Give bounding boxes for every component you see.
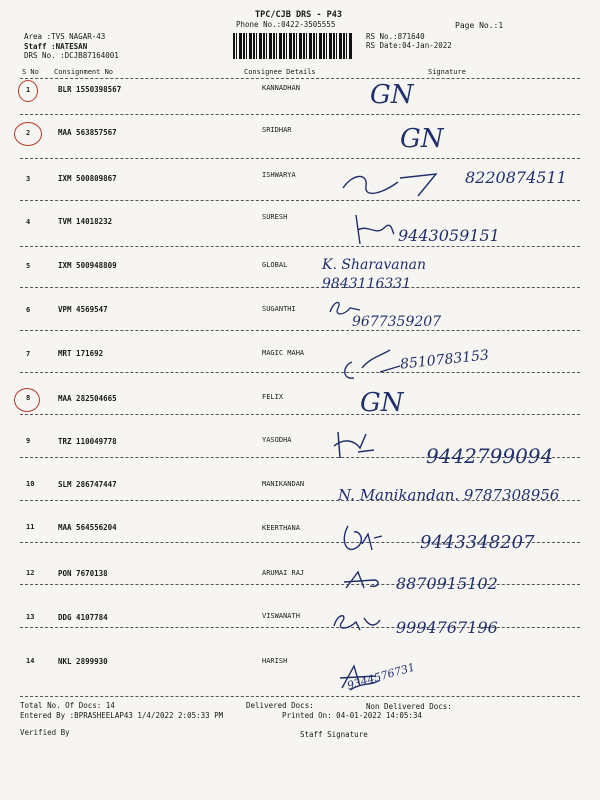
- delivered-docs: Delivered Docs:: [246, 701, 314, 710]
- row-consignee: KEERTHANA: [262, 524, 300, 532]
- handwritten-phone: 8510783153: [399, 347, 490, 373]
- row-consignment: BLR 1550398567: [58, 85, 122, 94]
- row-sno: 3: [26, 175, 31, 183]
- row-consignee: MAGIC MAHA: [262, 349, 305, 357]
- row-consignment: TRZ 110049778: [58, 437, 117, 446]
- row-sno: 8: [26, 394, 31, 402]
- staff-signature: Staff Signature: [300, 730, 368, 739]
- row-sno: 6: [26, 306, 31, 314]
- handwritten-phone: 9677359207: [352, 314, 442, 330]
- row-consignee: VISWANATH: [262, 612, 300, 620]
- signature-scribble: [328, 608, 384, 636]
- column-header-consignment: Consignment No: [54, 68, 114, 76]
- phone-number: Phone No.:0422-3505555: [236, 20, 336, 29]
- handwritten-signature: GN: [360, 388, 404, 418]
- row-consignment: MAA 564556204: [58, 523, 117, 532]
- header-divider: [20, 78, 580, 79]
- row-sno: 14: [26, 657, 35, 665]
- row-consignment: IXM 500809867: [58, 174, 117, 183]
- barcode: [233, 33, 353, 59]
- row-sno: 13: [26, 613, 35, 621]
- page-number: Page No.:1: [455, 21, 504, 30]
- row-divider: [20, 414, 580, 415]
- row-consignment: VPM 4569547: [58, 305, 108, 314]
- handwritten-phone: 8870915102: [396, 574, 498, 593]
- table-bottom-divider: [20, 696, 580, 697]
- row-divider: [20, 330, 580, 331]
- row-sno: 1: [26, 86, 31, 94]
- drs-number: DRS No. :DCJB87164001: [24, 51, 119, 60]
- handwritten-name-phone: K. Sharavanan 9843116331: [322, 257, 426, 292]
- row-consignee: SUGANTHI: [262, 305, 296, 313]
- document-title: TPC/CJB DRS - P43: [255, 10, 342, 20]
- row-consignee: ISHWARYA: [262, 171, 296, 179]
- row-divider: [20, 287, 580, 288]
- row-divider: [20, 246, 580, 247]
- row-consignment: MAA 563857567: [58, 128, 117, 137]
- non-delivered-docs: Non Delivered Docs:: [366, 702, 452, 711]
- row-consignee: SURESH: [262, 213, 288, 221]
- row-sno: 11: [26, 523, 35, 531]
- row-sno: 4: [26, 218, 31, 226]
- verified-by: Verified By: [20, 728, 70, 737]
- row-consignee: MANIKANDAN: [262, 480, 305, 488]
- signature-scribble: [330, 428, 380, 464]
- row-consignee: HARISH: [262, 657, 288, 665]
- row-consignment: NKL 2899930: [58, 657, 108, 666]
- row-consignment: DDG 4107784: [58, 613, 108, 622]
- row-consignee: KANNADHAN: [262, 84, 300, 92]
- signature-scribble: [340, 568, 386, 594]
- row-consignment: MRT 171692: [58, 349, 104, 358]
- row-sno: 5: [26, 262, 31, 270]
- signature-scribble: [338, 168, 448, 198]
- handwritten-phone: 9994767196: [396, 618, 498, 637]
- area-label: Area :TVS NAGAR-43: [24, 32, 106, 41]
- handwritten-phone: 8220874511: [465, 168, 567, 187]
- printed-on: Printed On: 04-01-2022 14:05:34: [282, 711, 422, 720]
- signature-scribble: [338, 520, 388, 560]
- total-docs: Total No. Of Docs: 14: [20, 701, 115, 710]
- row-consignment: IXM 500948809: [58, 261, 117, 270]
- row-consignment: MAA 282504665: [58, 394, 117, 403]
- handwritten-signature: GN: [370, 80, 414, 110]
- rs-number: RS No.:871640: [366, 32, 425, 41]
- row-sno: 10: [26, 480, 35, 488]
- handwritten-phone: 9344576731: [345, 660, 417, 693]
- row-consignee: YASODHA: [262, 436, 292, 444]
- row-consignee: ARUMAI RAJ: [262, 569, 305, 577]
- row-sno: 7: [26, 350, 31, 358]
- row-divider: [20, 158, 580, 159]
- entered-by: Entered By :BPRASHEELAP43 1/4/2022 2:05:33 PM: [20, 711, 224, 720]
- handwritten-name-phone: N. Manikandan. 9787308956: [338, 486, 560, 504]
- row-consignee: SRIDHAR: [262, 126, 292, 134]
- row-consignment: PON 7670138: [58, 569, 108, 578]
- row-consignee: GLOBAL: [262, 261, 288, 269]
- handwritten-phone: 9443348207: [420, 532, 535, 553]
- row-sno: 9: [26, 437, 31, 445]
- row-consignee: FELIX: [262, 393, 284, 401]
- row-consignment: SLM 286747447: [58, 480, 117, 489]
- column-header-consignee-details: Consignee Details: [244, 68, 316, 76]
- row-divider: [20, 114, 580, 115]
- signature-scribble: [348, 210, 398, 250]
- handwritten-phone: 9442799094: [426, 444, 554, 468]
- handwritten-signature: GN: [400, 124, 444, 154]
- column-header-sno: S No: [22, 68, 39, 76]
- column-header-signature: Signature: [428, 68, 466, 76]
- rs-date: RS Date:04-Jan-2022: [366, 41, 452, 50]
- handwritten-phone: 9443059151: [398, 226, 500, 245]
- row-consignment: TVM 14018232: [58, 217, 113, 226]
- row-divider: [20, 372, 580, 373]
- row-divider: [20, 200, 580, 201]
- row-sno: 12: [26, 569, 35, 577]
- row-sno: 2: [26, 129, 31, 137]
- staff-label: Staff :NATESAN: [24, 42, 88, 51]
